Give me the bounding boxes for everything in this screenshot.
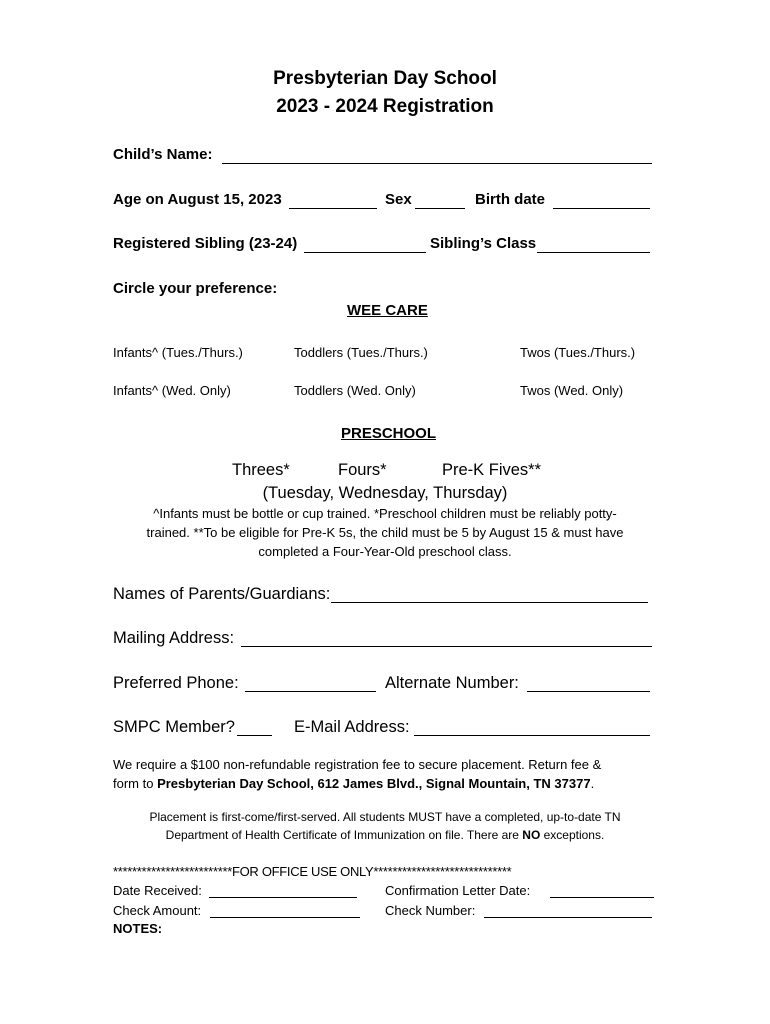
option-infants-tues-thurs[interactable]: Infants^ (Tues./Thurs.)	[113, 345, 243, 360]
mailing-address-label: Mailing Address:	[113, 629, 235, 647]
placement-line1: Placement is first-come/first-served. All students MUST have a completed, up-to-date TN	[149, 810, 621, 824]
banner-stars-left: *************************	[113, 864, 232, 879]
eligibility-note-line1: ^Infants must be bottle or cup trained. *Preschool children must be reliably potty-	[153, 506, 617, 521]
form-title-year: 2023 - 2024 Registration	[276, 96, 494, 117]
smpc-member-label: SMPC Member?	[113, 718, 235, 736]
registered-sibling-field[interactable]	[304, 238, 426, 253]
date-received-label: Date Received:	[113, 883, 202, 898]
preschool-heading: PRESCHOOL	[341, 425, 437, 442]
placement-no: NO	[522, 828, 541, 842]
birth-date-label: Birth date	[475, 191, 546, 208]
preferred-phone-label: Preferred Phone:	[113, 674, 239, 692]
option-toddlers-wed[interactable]: Toddlers (Wed. Only)	[294, 383, 416, 398]
childs-name-label: Child’s Name:	[113, 146, 213, 163]
option-pre-k-fives[interactable]: Pre-K Fives**	[442, 461, 542, 479]
confirmation-date-label: Confirmation Letter Date:	[385, 883, 531, 898]
placement-prefix: Department of Health Certificate of Immunization on file. There are	[165, 828, 523, 842]
form-title-school: Presbyterian Day School	[273, 68, 497, 89]
preferred-phone-field[interactable]	[245, 677, 376, 692]
check-amount-field[interactable]	[210, 905, 360, 918]
option-toddlers-tues-thurs[interactable]: Toddlers (Tues./Thurs.)	[294, 345, 428, 360]
fee-text-line2	[113, 776, 594, 791]
fee-text-prefix: form to	[113, 776, 158, 791]
option-infants-wed[interactable]: Infants^ (Wed. Only)	[113, 383, 231, 398]
alternate-number-label: Alternate Number:	[385, 674, 519, 692]
option-twos-tues-thurs[interactable]: Twos (Tues./Thurs.)	[520, 345, 636, 360]
email-label: E-Mail Address:	[294, 718, 410, 736]
alternate-number-field[interactable]	[527, 677, 650, 692]
childs-name-field[interactable]	[222, 149, 652, 164]
circle-preference-label: Circle your preference:	[113, 280, 278, 297]
smpc-member-field[interactable]	[237, 721, 272, 736]
siblings-class-field[interactable]	[537, 238, 650, 253]
office-use-title: FOR OFFICE USE ONLY	[231, 864, 374, 879]
check-number-label: Check Number:	[385, 903, 476, 918]
fee-text-suffix: .	[590, 776, 595, 791]
check-amount-label: Check Amount:	[113, 903, 202, 918]
sex-label: Sex	[385, 191, 412, 208]
email-field[interactable]	[414, 721, 650, 736]
mailing-address-field[interactable]	[241, 632, 652, 647]
option-threes[interactable]: Threes*	[232, 461, 290, 479]
notes-label: NOTES:	[113, 921, 163, 936]
date-received-field[interactable]	[209, 885, 357, 898]
fee-text-line1: We require a $100 non-refundable registration fee to secure placement. Return fee &	[113, 757, 602, 772]
placement-line2	[0, 828, 770, 842]
sex-field[interactable]	[415, 194, 465, 209]
siblings-class-label: Sibling’s Class	[430, 235, 537, 252]
age-label: Age on August 15, 2023	[113, 191, 282, 208]
office-use-banner	[113, 864, 511, 879]
birth-date-field[interactable]	[553, 194, 650, 209]
eligibility-note-line2: trained. **To be eligible for Pre-K 5s, the child must be 5 by August 15 & must have	[146, 525, 624, 540]
registered-sibling-label: Registered Sibling (23-24)	[113, 235, 298, 252]
school-address: Presbyterian Day School, 612 James Blvd., Signal Mountain, TN 37377	[157, 776, 591, 791]
banner-stars-right: *****************************	[373, 864, 512, 879]
option-twos-wed[interactable]: Twos (Wed. Only)	[520, 383, 624, 398]
parents-field[interactable]	[331, 588, 648, 603]
eligibility-note-line3: completed a Four-Year-Old preschool class.	[258, 544, 512, 559]
wee-care-heading: WEE CARE	[347, 302, 428, 319]
age-field[interactable]	[289, 194, 377, 209]
parents-label: Names of Parents/Guardians:	[113, 585, 331, 603]
preschool-days: (Tuesday, Wednesday, Thursday)	[262, 484, 508, 502]
check-number-field[interactable]	[484, 905, 652, 918]
placement-suffix: exceptions.	[540, 828, 605, 842]
confirmation-date-field[interactable]	[550, 885, 654, 898]
option-fours[interactable]: Fours*	[338, 461, 387, 479]
